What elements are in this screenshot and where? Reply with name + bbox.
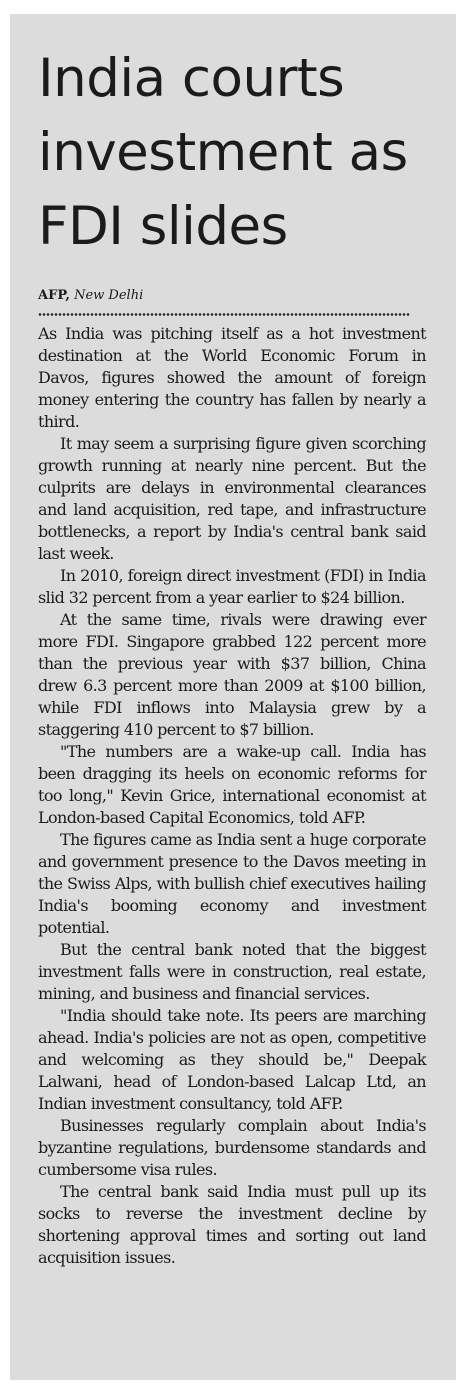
paragraph: At the same time, rivals were drawing ever more FDI. Singapore grabbed 122 percent more than the previous year with $37 billion, China drew 6.3 percent more than 2009 at $100 billion, while FDI inflows into Malaysia grew by a staggering 410 percent to $7 billion. bbox=[38, 610, 426, 739]
paragraph: But the central bank noted that the biggest investment falls were in construction, real estate, mining, and business and financial services. bbox=[38, 940, 426, 1003]
article-panel bbox=[10, 14, 456, 1380]
paragraph: It may seem a surprising figure given scorching growth running at nearly nine percent. But the culprits are delays in environmental clearances and land acquisition, red tape, and infrastructure bottlenecks, a report by India's central bank said last week. bbox=[38, 434, 426, 563]
byline-agency: AFP, bbox=[38, 288, 70, 303]
byline bbox=[38, 288, 426, 303]
dotted-divider bbox=[38, 313, 410, 316]
paragraph: As India was pitching itself as a hot investment destination at the World Economic Forum in Davos, figures showed the amount of foreign money entering the country has fallen by nearly a third. bbox=[38, 324, 426, 431]
headline: India courts investment as FDI slides bbox=[38, 48, 408, 257]
byline-place: New Delhi bbox=[74, 288, 144, 303]
article-body bbox=[38, 323, 426, 1269]
paragraph: Businesses regularly complain about India's byzantine regulations, burdensome standards and cumbersome visa rules. bbox=[38, 1116, 426, 1179]
paragraph: "India should take note. Its peers are marching ahead. India's policies are not as open, competitive and welcoming as they should be," Deepak Lalwani, head of London-based Lalcap Ltd, an Indian investment consultancy, told AFP. bbox=[38, 1006, 426, 1113]
paragraph: In 2010, foreign direct investment (FDI) in India slid 32 percent from a year earlier to $24 billion. bbox=[38, 566, 426, 607]
paragraph: The figures came as India sent a huge corporate and government presence to the Davos meeting in the Swiss Alps, with bullish chief executives hailing India's booming economy and investment potential. bbox=[38, 830, 426, 937]
paragraph: The central bank said India must pull up its socks to reverse the investment decline by shortening approval times and sorting out land acquisition issues. bbox=[38, 1182, 426, 1267]
paragraph: "The numbers are a wake-up call. India has been dragging its heels on economic reforms for too long," Kevin Grice, international economist at London-based Capital Economics, told AFP. bbox=[38, 742, 426, 827]
